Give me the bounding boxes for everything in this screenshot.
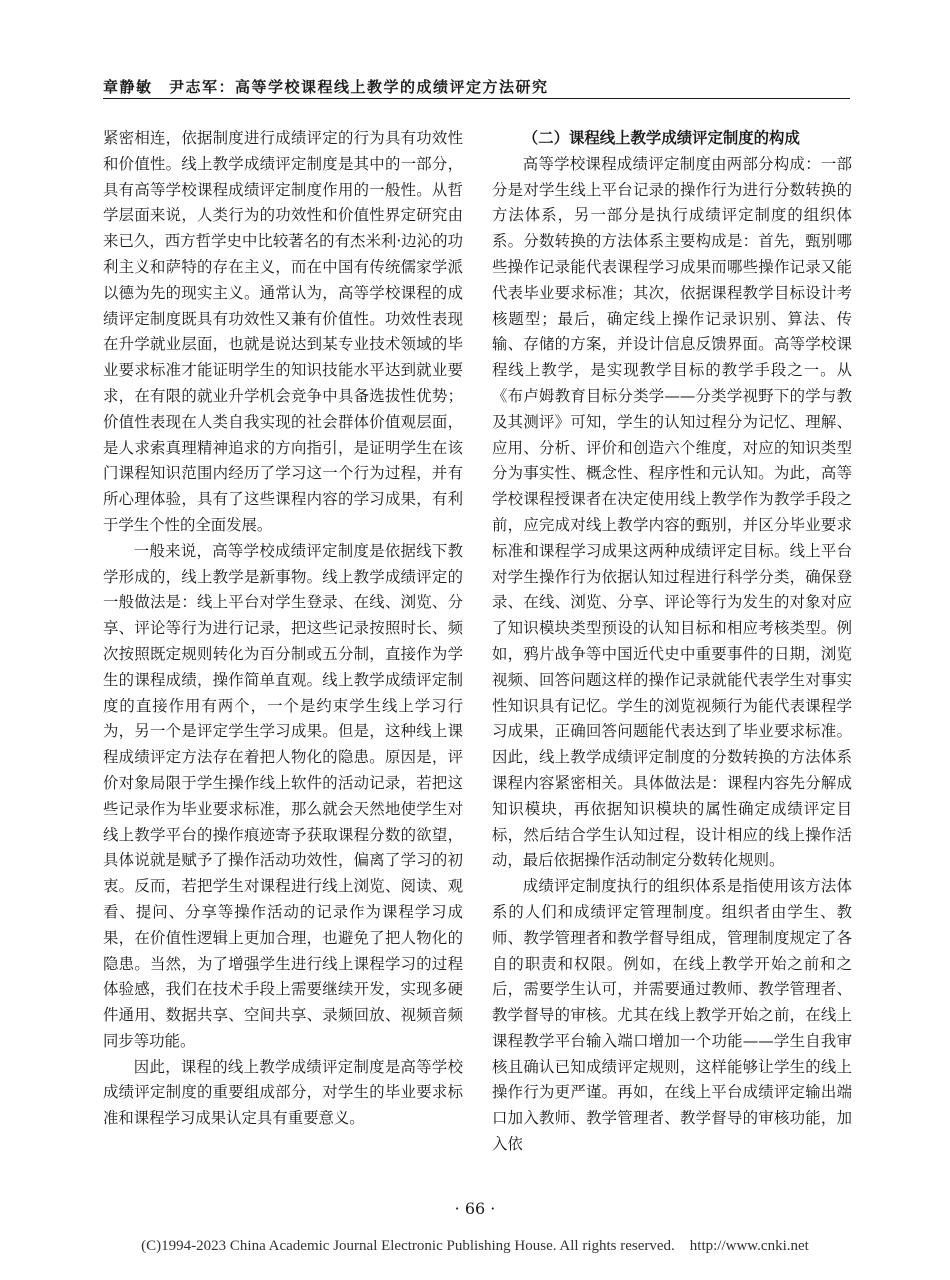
body-paragraph: 因此，课程的线上教学成绩评定制度是高等学校成绩评定制度的重要组成部分，对学生的毕业要求标准和课程学习成果认定具有重要意义。 — [103, 1057, 463, 1128]
left-column — [103, 126, 463, 1132]
page-number: · 66 · — [454, 1199, 496, 1218]
running-head-title: 章静敏 尹志军：高等学校课程线上教学的成绩评定方法研究 — [103, 78, 549, 96]
body-paragraph: 一般来说，高等学校成绩评定制度是依据线下教学形成的，线上教学是新事物。线上教学成绩评定的一般做法是：线上平台对学生登录、在线、浏览、分享、评论等行为进行记录，把这些记录按照时长、频次按照既定规则转化为百分制或五分制，直接作为学生的课程成绩，操作简单直观。线上教学成绩评定制度的直接作用有两个，一个是约束学生线上学习行为，另一个是评定学生学习成果。但是，这种线上课程成绩评定方法存在着把人物化的隐患。原因是，评价对象局限于学生操作线上软件的活动记录，若把这些记录作为毕业要求标准，那么就会天然地使学生对线上教学平台的操作痕迹寄予获取课程分数的欲望，具体说就是赋予了操作活动功效性，偏离了学习的初衷。反而，若把学生对课程进行线上浏览、阅读、观看、提问、分享等操作活动的记录作为课程学习成果，在价值性逻辑上更加合理，也避免了把人物化的隐患。当然，为了增强学生进行线上课程学习的过程体验感，我们在技术手段上需要继续开发，实现多硬件通用、数据共享、空间共享、录频回放、视频音频同步等功能。 — [103, 541, 463, 1050]
copyright-notice: (C)1994-2023 China Academic Journal Electronic Publishing House. All rights reserved. http://www.cnki.net — [141, 1238, 809, 1254]
header-rule — [103, 98, 850, 99]
body-paragraph: 成绩评定制度执行的组织体系是指使用该方法体系的人们和成绩评定管理制度。组织者由学生、教师、教学管理者和教学督导组成，管理制度规定了各自的职责和权限。例如，在线上教学开始之前和之后，需要学生认可，并需要通过教师、教学管理者、教学督导的审核。尤其在线上教学开始之前，在线上课程教学平台输入端口增加一个功能——学生自我审核且确认已知成绩评定规则，这样能够让学生的线上操作行为更严谨。再如，在线上平台成绩评定输出端口加入教师、教学管理者、教学督导的审核功能，加入依 — [492, 877, 852, 1154]
right-column — [492, 126, 852, 1158]
section-heading: （二）课程线上教学成绩评定制度的构成 — [522, 129, 800, 147]
body-paragraph: 高等学校课程成绩评定制度由两部分构成：一部分是对学生线上平台记录的操作行为进行分数转换的方法体系，另一部分是执行成绩评定制度的组织体系。分数转换的方法体系主要构成是：首先，甄别哪些操作记录能代表课程学习成果而哪些操作记录又能代表毕业要求标准；其次，依据课程教学目标设计考核题型；最后，确定线上操作记录识别、算法、传输、存储的方案，并设计信息反馈界面。高等学校课程线上教学，是实现教学目标的教学手段之一。从《布卢姆教育目标分类学——分类学视野下的学与教及其测评》可知，学生的认知过程分为记忆、理解、应用、分析、评价和创造六个维度，对应的知识类型分为事实性、概念性、程序性和元认知。为此，高等学校课程授课者在决定使用线上教学作为教学手段之前，应完成对线上教学内容的甄别，并区分毕业要求标准和课程学习成果这两种成绩评定目标。线上平台对学生操作行为依据认知过程进行科学分类，确保登录、在线、浏览、分享、评论等行为发生的对象对应了知识模块类型预设的认知目标和相应考核类型。例如，鸦片战争等中国近代史中重要事件的日期，浏览视频、回答问题这样的操作记录就能代表学生对事实性知识具有记忆。学生的浏览视频行为能代表课程学习成果，正确回答问题能代表达到了毕业要求标准。因此，线上教学成绩评定制度的分数转换的方法体系课程内容紧密相关。具体做法是：课程内容先分解成知识模块，再依据知识模块的属性确定成绩评定目标，然后结合学生认知过程，设计相应的线上操作活动，最后依据操作活动制定分数转化规则。 — [492, 154, 852, 870]
body-paragraph: 紧密相连，依据制度进行成绩评定的行为具有功效性和价值性。线上教学成绩评定制度是其中的一部分，具有高等学校课程成绩评定制度作用的一般性。从哲学层面来说，人类行为的功效性和价值性界定研究由来已久，西方哲学史中比较著名的有杰米利·边沁的功利主义和萨特的存在主义，而在中国有传统儒家学派以德为先的现实主义。通常认为，高等学校课程的成绩评定制度既具有功效性又兼有价值性。功效性表现在升学就业层面，也就是说达到某专业技术领域的毕业要求标准才能证明学生的知识技能水平达到就业要求，在有限的就业升学机会竞争中具备选拔性优势；价值性表现在人类自我实现的社会群体价值观层面，是人求索真理精神追求的方向指引，是证明学生在该门课程知识范围内经历了学习这一个行为过程，并有所心理体验，具有了这些课程内容的学习成果，有利于学生个性的全面发展。 — [103, 129, 463, 534]
